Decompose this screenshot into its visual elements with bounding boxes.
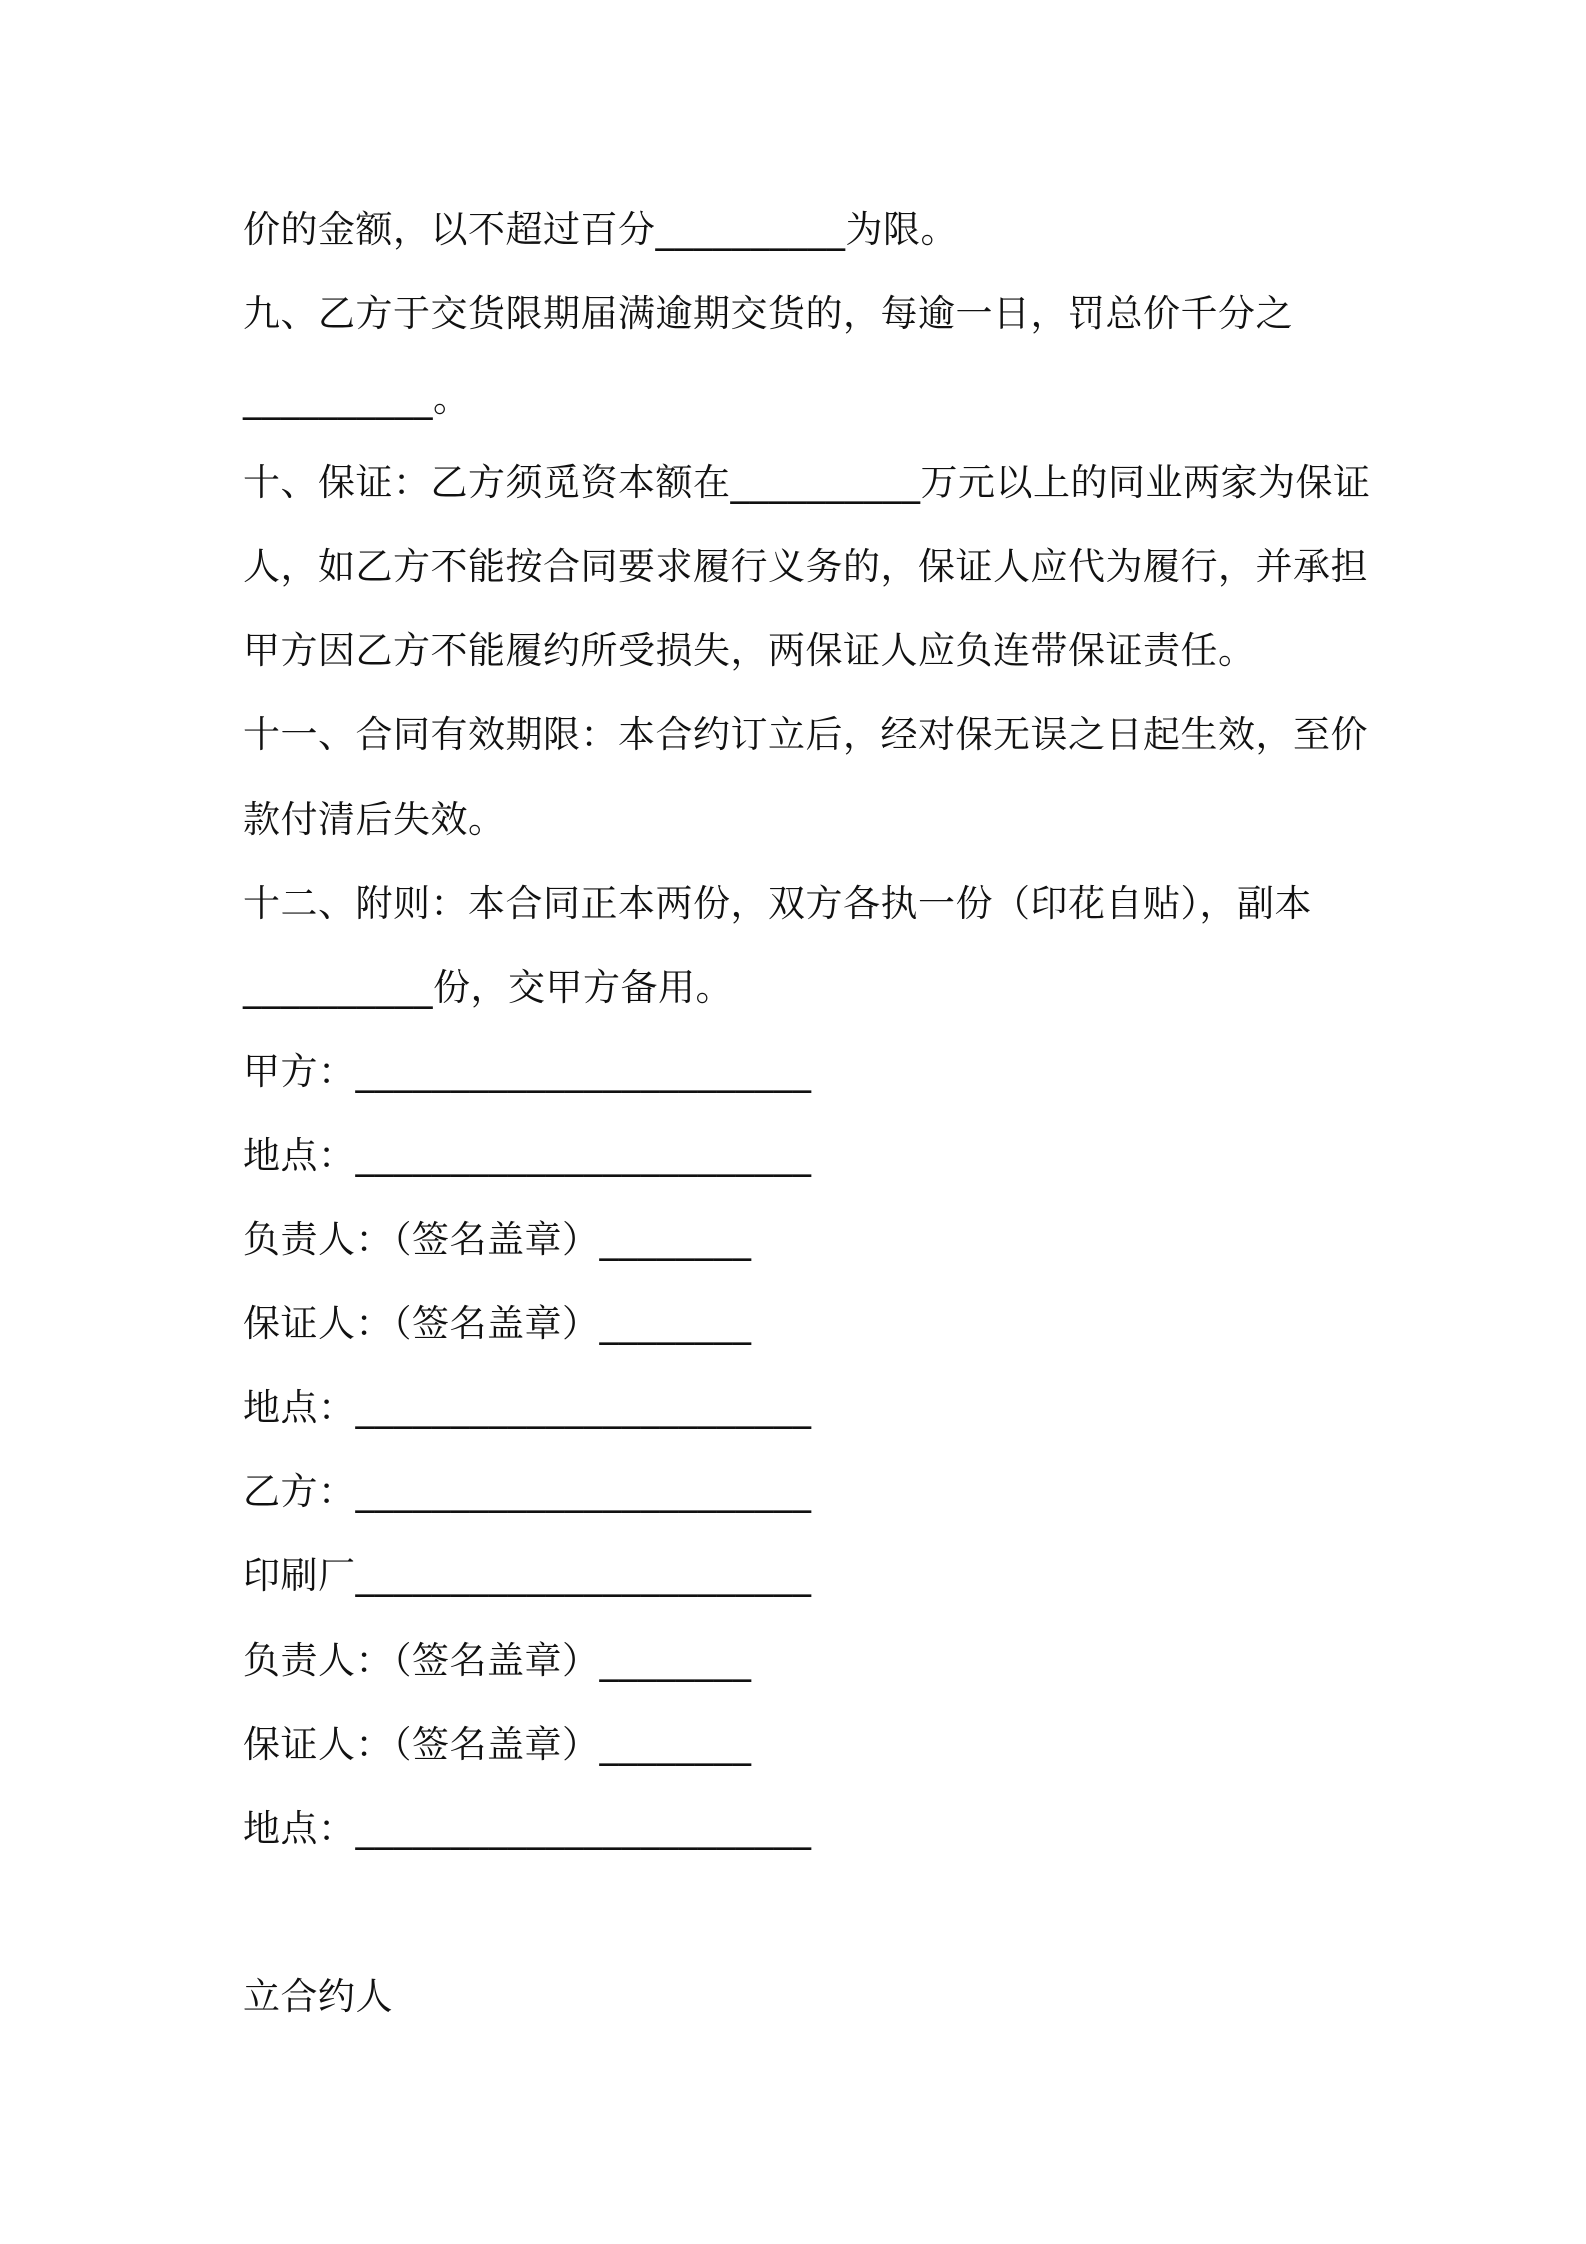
clause-10-line-3: 甲方因乙方不能履约所受损失，两保证人应负连带保证责任。	[243, 629, 1256, 672]
clause-9-line-1: 九、乙方于交货限期届满逾期交货的，每逾一日，罚总价千分之	[243, 292, 1293, 335]
party-b-field: 乙方：________________________	[243, 1470, 812, 1513]
party-b-responsible-signature: 负责人：（签名盖章）________	[243, 1639, 752, 1682]
clause-10-line-1: 十、保证：乙方须觅资本额在__________万元以上的同业两家为保证	[243, 461, 1371, 504]
party-b-guarantor-signature: 保证人：（签名盖章）________	[243, 1723, 752, 1766]
printing-factory-field: 印刷厂________________________	[243, 1554, 812, 1597]
clause-12-line-1: 十二、附则：本合同正本两份，双方各执一份（印花自贴），副本	[243, 882, 1312, 925]
clause-12-line-2: __________份，交甲方备用。	[243, 966, 733, 1009]
clause-11-line-2: 款付清后失效。	[243, 798, 506, 841]
contracting-parties-label: 立合约人	[243, 1975, 393, 2018]
party-a-responsible-signature: 负责人：（签名盖章）________	[243, 1218, 752, 1261]
clause-10-line-2: 人，如乙方不能按合同要求履行义务的，保证人应代为履行，并承担	[243, 545, 1368, 588]
clause-11-line-1: 十一、合同有效期限：本合约订立后，经对保无误之日起生效，至价	[243, 713, 1368, 756]
party-a-guarantor-location-field: 地点：________________________	[243, 1386, 812, 1429]
party-a-location-field: 地点：________________________	[243, 1134, 812, 1177]
clause-8-continuation: 价的金额，以不超过百分__________为限。	[243, 208, 958, 251]
party-b-location-field: 地点：________________________	[243, 1807, 812, 1850]
party-a-field: 甲方：________________________	[243, 1050, 812, 1093]
party-a-guarantor-signature: 保证人：（签名盖章）________	[243, 1302, 752, 1345]
clause-9-line-2: __________。	[243, 377, 471, 420]
